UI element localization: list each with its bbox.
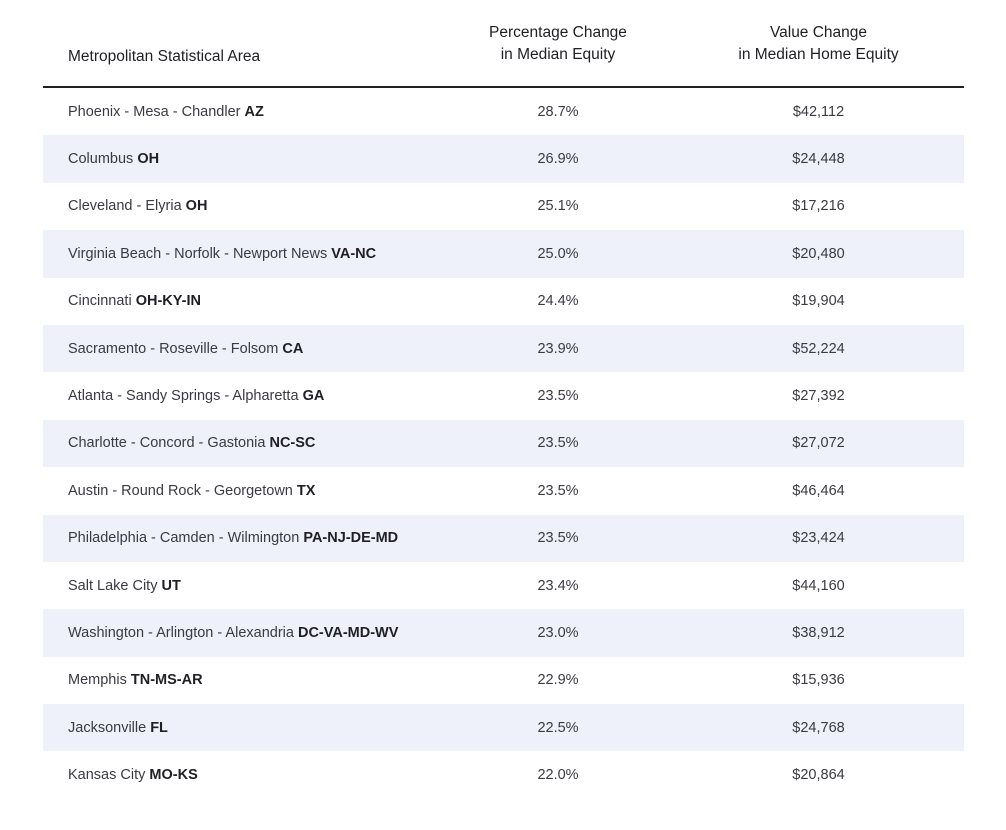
percentage-cell: 25.1%	[537, 198, 579, 215]
area-state: GA	[302, 388, 325, 405]
area-state: PA-NJ-DE-MD	[303, 530, 399, 547]
area-cell	[43, 341, 443, 357]
area-cell	[43, 625, 443, 641]
value-cell: $27,072	[792, 435, 845, 452]
area-state: VA-NC	[331, 245, 377, 262]
area-state: NC-SC	[269, 435, 316, 452]
percentage-cell: 23.5%	[537, 435, 579, 452]
table-row	[43, 372, 964, 419]
area-name: Virginia Beach - Norfolk - Newport News	[68, 245, 328, 262]
area-cell	[43, 388, 443, 404]
percentage-cell: 26.9%	[537, 151, 579, 168]
value-cell: $24,448	[792, 151, 845, 168]
table-row	[43, 562, 964, 609]
table-row	[43, 704, 964, 751]
table-row	[43, 230, 964, 277]
percentage-cell: 23.5%	[537, 388, 579, 405]
value-cell: $44,160	[792, 577, 845, 594]
area-name: Cleveland - Elyria	[68, 198, 182, 215]
value-cell: $19,904	[792, 293, 845, 310]
area-name: Washington - Arlington - Alexandria	[68, 624, 294, 641]
table-row	[43, 135, 964, 182]
header-value-change	[673, 20, 964, 86]
percentage-cell: 22.0%	[537, 767, 579, 784]
table-row	[43, 467, 964, 514]
area-state: FL	[150, 719, 168, 736]
area-state: OH-KY-IN	[135, 293, 201, 310]
area-state: TX	[296, 482, 316, 499]
area-cell	[43, 293, 443, 309]
area-cell	[43, 198, 443, 214]
header-percentage-change	[443, 20, 673, 86]
percentage-cell: 23.9%	[537, 340, 579, 357]
area-name: Columbus	[68, 151, 134, 168]
area-cell	[43, 720, 443, 736]
header-val-line2: in Median Home Equity	[738, 45, 899, 63]
table-row	[43, 657, 964, 704]
area-state: MO-KS	[149, 767, 198, 784]
area-cell	[43, 530, 443, 546]
header-pct-line1: Percentage Change	[489, 23, 627, 41]
area-name: Charlotte - Concord - Gastonia	[68, 435, 266, 452]
area-state: OH	[185, 198, 208, 215]
percentage-cell: 24.4%	[537, 293, 579, 310]
table-row	[43, 420, 964, 467]
percentage-cell: 22.9%	[537, 672, 579, 689]
area-name: Memphis	[68, 672, 127, 689]
percentage-cell: 28.7%	[537, 103, 579, 120]
value-cell: $38,912	[792, 624, 845, 641]
area-cell	[43, 483, 443, 499]
header-area	[43, 20, 443, 86]
area-name: Philadelphia - Camden - Wilmington	[68, 530, 300, 547]
area-cell	[43, 246, 443, 262]
area-cell	[43, 151, 443, 167]
area-state: DC-VA-MD-WV	[297, 624, 399, 641]
area-name: Jacksonville	[68, 719, 147, 736]
header-val-line1: Value Change	[769, 23, 868, 41]
percentage-cell: 23.0%	[537, 624, 579, 641]
area-name: Salt Lake City	[68, 577, 158, 594]
area-name: Kansas City	[68, 767, 146, 784]
percentage-cell: 23.5%	[537, 482, 579, 499]
table-row	[43, 515, 964, 562]
header-area-label: Metropolitan Statistical Area	[68, 48, 261, 65]
area-state: OH	[137, 151, 160, 168]
area-cell	[43, 578, 443, 594]
value-cell: $20,480	[792, 245, 845, 262]
value-cell: $27,392	[792, 388, 845, 405]
value-cell: $17,216	[792, 198, 845, 215]
value-cell: $20,864	[792, 767, 845, 784]
table-body	[43, 88, 964, 799]
percentage-cell: 23.5%	[537, 530, 579, 547]
equity-table	[43, 20, 964, 799]
area-state: UT	[161, 577, 181, 594]
value-cell: $46,464	[792, 482, 845, 499]
header-pct-line2: in Median Equity	[500, 45, 616, 63]
table-row	[43, 325, 964, 372]
area-state: TN-MS-AR	[130, 672, 203, 689]
table-header	[43, 20, 964, 88]
table-row	[43, 278, 964, 325]
table-row	[43, 183, 964, 230]
table-row	[43, 751, 964, 798]
area-name: Phoenix - Mesa - Chandler	[68, 103, 241, 120]
area-state: AZ	[244, 103, 264, 120]
area-name: Cincinnati	[68, 293, 132, 310]
percentage-cell: 23.4%	[537, 577, 579, 594]
value-cell: $15,936	[792, 672, 845, 689]
value-cell: $24,768	[792, 719, 845, 736]
value-cell: $52,224	[792, 340, 845, 357]
area-name: Austin - Round Rock - Georgetown	[68, 482, 293, 499]
table-row	[43, 88, 964, 135]
area-name: Atlanta - Sandy Springs - Alpharetta	[68, 388, 299, 405]
percentage-cell: 22.5%	[537, 719, 579, 736]
area-cell	[43, 435, 443, 451]
value-cell: $23,424	[792, 530, 845, 547]
value-cell: $42,112	[792, 103, 845, 120]
area-cell	[43, 672, 443, 688]
area-state: CA	[282, 340, 304, 357]
percentage-cell: 25.0%	[537, 245, 579, 262]
area-cell	[43, 767, 443, 783]
area-name: Sacramento - Roseville - Folsom	[68, 340, 279, 357]
area-cell	[43, 104, 443, 120]
table-row	[43, 609, 964, 656]
